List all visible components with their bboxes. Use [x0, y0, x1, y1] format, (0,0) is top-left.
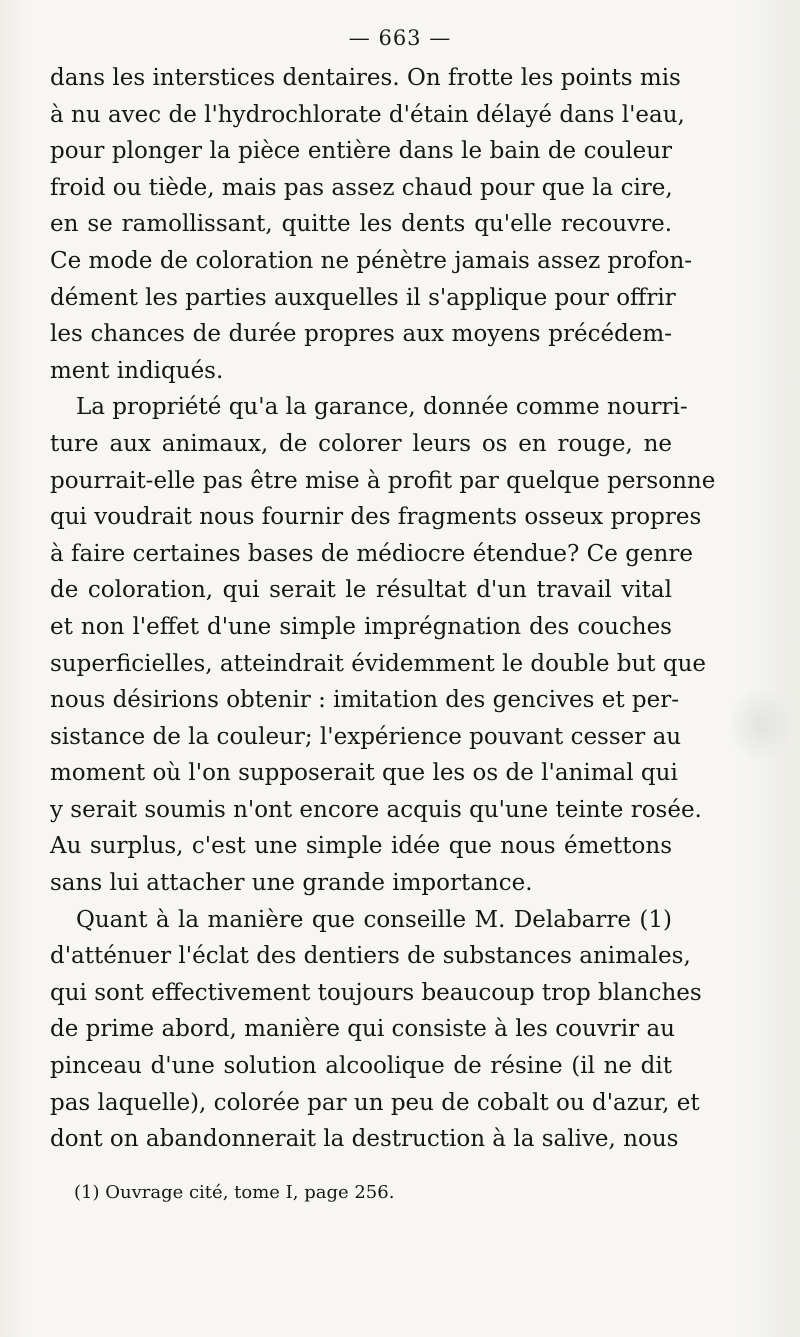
text-line: y serait soumis n'ont encore acquis qu'une teinte rosée. — [50, 796, 702, 823]
text-line: et non l'effet d'une simple imprégnation des couches — [50, 613, 672, 640]
text-line: sans lui attacher une grande importance. — [50, 870, 533, 897]
ink-bleed-spot — [730, 680, 790, 770]
text-line: d'atténuer l'éclat des dentiers de substances animales, — [50, 943, 691, 970]
text-line: ment indiqués. — [50, 357, 224, 384]
footnote: (1) Ouvrage cité, tome I, page 256. — [74, 1182, 395, 1203]
text-line: Au surplus, c'est une simple idée que nous émettons — [50, 833, 672, 860]
text-line: pourrait-elle pas être mise à profit par quelque personne — [50, 467, 716, 494]
text-line: Ce mode de coloration ne pénètre jamais assez profon- — [50, 247, 693, 274]
text-line: qui voudrait nous fournir des fragments osseux propres — [50, 504, 702, 531]
text-line: pas laquelle), colorée par un peu de cobalt ou d'azur, et — [50, 1089, 700, 1116]
text-line: pour plonger la pièce entière dans le bain de couleur — [50, 138, 672, 165]
page-number: — 663 — — [348, 26, 452, 50]
text-line: nous désirions obtenir : imitation des gencives et per- — [50, 687, 680, 714]
text-line: de prime abord, manière qui consiste à les couvrir au — [50, 1016, 675, 1043]
text-line: à faire certaines bases de médiocre étendue? Ce genre — [50, 540, 693, 567]
text-line: dans les interstices dentaires. On frotte les points mis — [50, 65, 681, 91]
text-line: sistance de la couleur; l'expérience pouvant cesser au — [50, 723, 682, 750]
text-line: les chances de durée propres aux moyens précédem- — [50, 321, 672, 348]
text-line: ture aux animaux, de colorer leurs os en rouge, ne — [50, 430, 672, 457]
text-line: à nu avec de l'hydrochlorate d'étain délayé dans l'eau, — [50, 101, 685, 128]
text-line: pinceau d'une solution alcoolique de résine (il ne dit — [50, 1053, 672, 1080]
text-line: qui sont effectivement toujours beaucoup trop blanches — [50, 979, 702, 1006]
text-line: froid ou tiède, mais pas assez chaud pour que la cire, — [50, 174, 673, 201]
text-line: dément les parties auxquelles il s'applique pour offrir — [50, 284, 676, 311]
text-line: en se ramollissant, quitte les dents qu'elle recouvre. — [50, 211, 672, 238]
body-text — [50, 60, 716, 1158]
text-line: Quant à la manière que conseille M. Delabarre (1) — [76, 906, 672, 933]
text-line: moment où l'on supposerait que les os de l'animal qui — [50, 760, 678, 787]
text-line: dont on abandonnerait la destruction à la salive, nous — [50, 1126, 679, 1153]
text-line: La propriété qu'a la garance, donnée comme nourri- — [76, 394, 688, 421]
text-line: superficielles, atteindrait évidemment le double but que — [50, 650, 706, 677]
text-line: de coloration, qui serait le résultat d'un travail vital — [50, 577, 672, 604]
